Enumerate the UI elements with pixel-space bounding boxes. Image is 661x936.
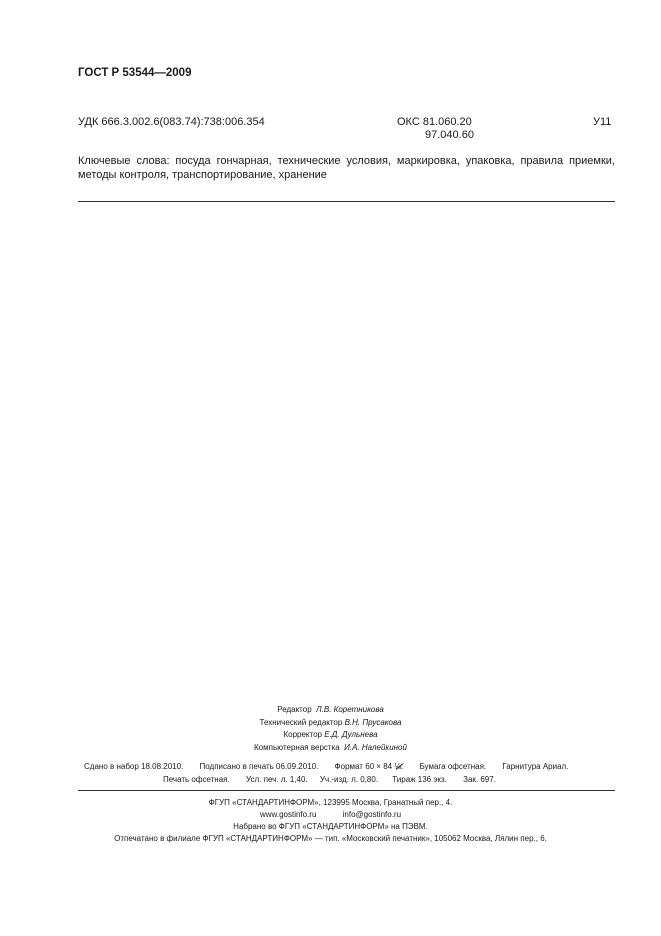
publisher-block <box>0 797 661 845</box>
credit-name: Е.Д. Дульнева <box>324 730 378 739</box>
printing-line-2 <box>163 775 496 784</box>
signed-date: Подписано в печать 06.09.2010. <box>199 762 319 771</box>
credits-block <box>0 704 661 754</box>
printing-line-1 <box>84 762 568 771</box>
credit-role: Технический редактор <box>259 717 343 727</box>
credit-tech-editor <box>0 717 661 730</box>
keywords-text: Ключевые слова: посуда гончарная, технические условия, маркировка, упаковка, правила приемки, методы контроля, транспортирование, хранение <box>78 155 615 181</box>
publisher-email: info@gostinfo.ru <box>342 810 402 819</box>
print-run: Тираж 136 экз. <box>392 775 447 784</box>
typeset-note: Набрано во ФГУП «СТАНДАРТИНФОРМ» на ПЭВМ. <box>233 822 428 831</box>
udk-code: УДК 666.3.002.6(083.74):738:006.354 <box>78 116 265 128</box>
credit-name: Л.В. Коретникова <box>316 705 384 714</box>
oks-line-1: ОКС 81.060.20 <box>397 116 472 128</box>
credit-layout <box>0 742 661 755</box>
credit-name: И.А. Налейкиной <box>344 742 407 752</box>
standard-number: ГОСТ Р 53544—2009 <box>78 67 192 79</box>
sent-date: Сдано в набор 18.08.2010. <box>84 762 184 771</box>
paper-type: Бумага офсетная. <box>419 762 487 771</box>
publisher-address: ФГУП «СТАНДАРТИНФОРМ», 123995 Москва, Гранатный пер., 4. <box>208 798 453 807</box>
credit-role: Корректор <box>283 730 322 739</box>
font-type: Гарнитура Ариал. <box>502 762 569 771</box>
credit-corrector <box>0 729 661 742</box>
publisher-contacts <box>0 809 661 821</box>
publisher-site: www.gostinfo.ru <box>259 810 317 819</box>
format-fraction: ⅛. <box>394 762 404 771</box>
order-number: Зак. 697. <box>463 775 496 784</box>
credit-role: Компьютерная верстка <box>254 742 340 752</box>
edition-sheets: Уч.-изд. л. 0,80. <box>319 775 379 784</box>
print-type: Печать офсетная. <box>163 775 230 784</box>
format: Формат 60 × 84 <box>334 762 393 771</box>
credit-editor <box>0 704 661 717</box>
oks-line-2: 97.040.60 <box>425 129 474 141</box>
credit-role: Редактор <box>277 705 312 714</box>
divider-bottom <box>78 790 615 791</box>
credit-name: В.Н. Прусакова <box>344 717 402 727</box>
conv-sheets: Усл. печ. л. 1,40. <box>245 775 308 784</box>
oks-code <box>397 116 474 142</box>
divider-top <box>78 201 615 202</box>
printed-note: Отпечатано в филиале ФГУП «СТАНДАРТИНФОРМ» — тип. «Московский печатник», 105062 Москва, Лялин пер., 6. <box>114 834 547 843</box>
okp-code: У11 <box>593 116 612 128</box>
